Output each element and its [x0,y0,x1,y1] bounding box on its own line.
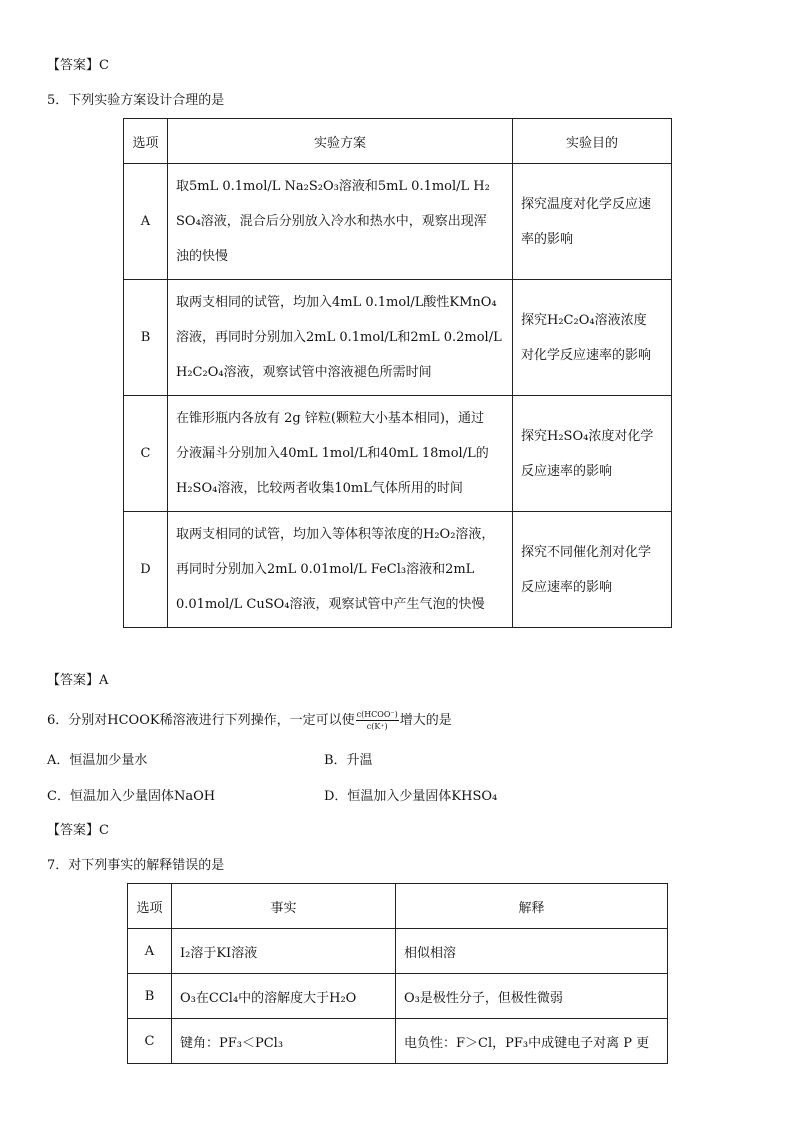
goal-line: 探究H₂SO₄浓度对化学 [521,428,654,444]
header-goal: 实验目的 [513,119,672,164]
plan-cell [168,512,513,628]
question-5-table [123,118,672,628]
plan-line: 0.01mol/L CuSO₄溶液，观察试管中产生气泡的快慢 [176,597,485,612]
goal-cell [513,396,672,512]
table-row [128,929,668,974]
concentration-ratio [356,709,399,732]
question-5-title: 5．下列实验方案设计合理的是 [47,93,225,108]
row-option: C [124,396,168,512]
row-option: B [128,974,172,1019]
header-plan: 实验方案 [168,119,513,164]
option-d[interactable]: D．恒温加入少量固体KHSO₄ [324,789,498,804]
answer-label: 【答案】C [47,58,109,73]
question-7-title: 7．对下列事实的解释错误的是 [47,858,225,873]
row-option: A [124,164,168,280]
goal-line: 探究温度对化学反应速 [521,196,652,212]
goal-line: 对化学反应速率的影响 [521,347,652,363]
explanation-cell: 电负性：F＞Cl，PF₃中成键电子对离 P 更 [396,1019,668,1064]
question-5-answer: 【答案】A [47,673,109,688]
fact-cell: 键角：PF₃＜PCl₃ [172,1019,396,1064]
plan-line: H₂SO₄溶液，比较两者收集10mL气体所用的时间 [176,481,463,496]
plan-line: 再同时分别加入2mL 0.01mol/L FeCl₃溶液和2mL [176,562,475,577]
goal-cell [513,512,672,628]
goal-cell [513,280,672,396]
table-row [124,512,672,628]
option-c[interactable]: C．恒温加入少量固体NaOH [47,789,216,804]
goal-line: 反应速率的影响 [521,579,613,595]
plan-line: 取两支相同的试管，均加入等体积等浓度的H₂O₂溶液， [176,527,495,542]
header-fact: 事实 [172,884,396,929]
option-b[interactable]: B．升温 [324,753,373,768]
goal-line: 率的影响 [521,231,574,247]
plan-cell [168,164,513,280]
table-row [124,164,672,280]
fact-cell: I₂溶于KI溶液 [172,929,396,974]
question-6-stem [47,706,452,736]
stem-text-end: 增大的是 [399,713,452,728]
plan-line: 浊的快慢 [176,249,229,264]
plan-line: 分液漏斗分别加入40mL 1mol/L和40mL 18mol/L的 [176,446,489,461]
ratio-denominator: c(K⁺) [366,722,388,731]
plan-line: 溶液，再同时分别加入2mL 0.1mol/L和2mL 0.2mol/L [176,330,502,345]
fact-cell: O₃在CCl₄中的溶解度大于H₂O [172,974,396,1019]
plan-line: SO₄溶液，混合后分别放入冷水和热水中，观察出现浑 [176,214,487,229]
table-row [128,1019,668,1064]
header-explanation: 解释 [396,884,668,929]
explanation-cell: 相似相溶 [396,929,668,974]
row-option: C [128,1019,172,1064]
goal-line: 探究不同催化剂对化学 [521,544,652,560]
question-6-answer: 【答案】C [47,823,109,838]
goal-line: 反应速率的影响 [521,463,613,479]
plan-line: 在锥形瓶内各放有 2g 锌粒(颗粒大小基本相同)，通过 [176,411,485,426]
row-option: D [124,512,168,628]
row-option: B [124,280,168,396]
table-row [124,280,672,396]
plan-line: H₂C₂O₄溶液，观察试管中溶液褪色所需时间 [176,365,432,380]
plan-line: 取5mL 0.1mol/L Na₂S₂O₃溶液和5mL 0.1mol/L H₂ [176,179,490,194]
stem-text: 6．分别对HCOOK稀溶液进行下列操作，一定可以使 [47,713,355,728]
option-a[interactable]: A．恒温加少量水 [47,753,148,768]
explanation-cell: O₃是极性分子，但极性微弱 [396,974,668,1019]
plan-cell [168,280,513,396]
goal-cell [513,164,672,280]
ratio-numerator: c(HCOO⁻) [356,710,398,719]
plan-line: 取两支相同的试管，均加入4mL 0.1mol/L酸性KMnO₄ [176,295,497,310]
header-option: 选项 [128,884,172,929]
goal-line: 探究H₂C₂O₄溶液浓度 [521,312,647,328]
plan-cell [168,396,513,512]
header-option: 选项 [124,119,168,164]
table-row [124,396,672,512]
table-row [128,974,668,1019]
question-7-table [127,883,668,1064]
row-option: A [128,929,172,974]
